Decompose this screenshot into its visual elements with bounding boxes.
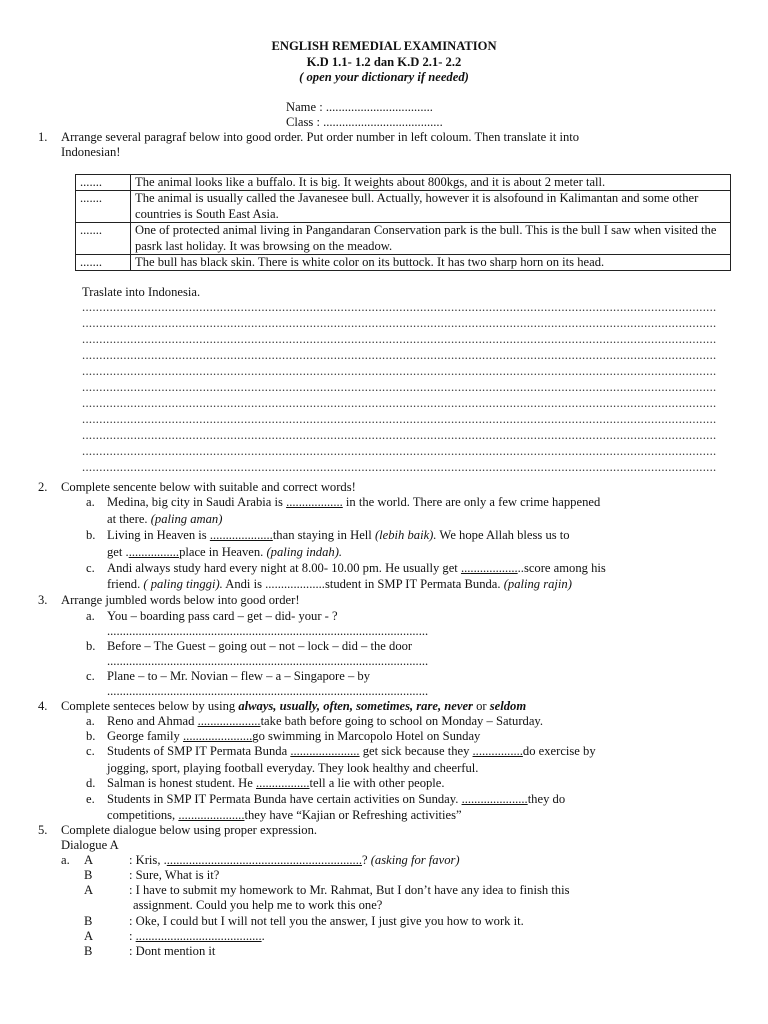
translation-line[interactable]: ........................................................................................................................................................................................ [82,428,717,442]
dictionary-note: ( open your dictionary if needed) [299,70,469,84]
order-number-cell[interactable]: ....... [76,255,131,271]
hint-text: (asking for favor) [370,853,460,867]
translation-line[interactable]: ........................................................................................................................................................................................ [82,300,717,314]
paragraph-order-table [75,174,731,271]
paragraph-cell: The animal is usually called the Javanesee bull. Actually, however it is alsofound in Kalimantan and some other countries is South East Asia. [131,191,731,223]
translation-line[interactable]: ........................................................................................................................................................................................ [82,364,717,378]
paragraph-cell: The animal looks like a buffalo. It is big. It weights about 800kgs, and it is about 2 meter tall. [131,175,731,191]
q3c-answer-line[interactable]: ...................................................................................................... [107,684,429,698]
hint-text: (lebih baik). [374,528,437,542]
q4a-line: Reno and Ahmad ....................take bath before going to school on Monday – Saturday. [107,714,544,728]
q2c-letter: c. [86,561,95,575]
translation-line[interactable]: ........................................................................................................................................................................................ [82,412,717,426]
dialogue-line: : ......................................... [129,929,265,943]
dialogue-line: : I have to submit my homework to Mr. Rahmat, But I don’t have any idea to finish this [129,883,570,897]
dialogue-line: : Kris, ...............................................................? (asking for favor) [129,853,460,867]
hint-text: (paling aman) [150,512,223,526]
dialogue-line-continued: assignment. Could you help me to work this one? [133,898,383,912]
answer-blank[interactable]: .............................................................. [166,853,362,867]
q3b-words: Before – The Guest – going out – not – lock – did – the door [107,639,413,653]
paragraph-cell: One of protected animal living in Pangandaran Conservation park is the bull. This is the bull I saw when visited the pasrk last holiday. It was browsing on the meadow. [131,223,731,255]
q2b-line1: Living in Heaven is ....................than staying in Hell (lebih baik). We hope Allah bless us to [107,528,570,542]
table-row [76,175,731,191]
q4e-line1: Students in SMP IT Permata Bunda have certain activities on Sunday. .....................they do [107,792,566,806]
q3a-letter: a. [86,609,95,623]
translation-line[interactable]: ........................................................................................................................................................................................ [82,332,717,346]
speaker-label: B [84,868,93,882]
q2a-line1: Medina, big city in Saudi Arabia is .................. in the world. There are only a few crime happened [107,495,601,509]
q4a-letter: a. [86,714,95,728]
name-field[interactable]: Name : .................................. [286,100,433,114]
adverb-list: always, usually, often, sometimes, rare, never [238,699,473,713]
q3c-words: Plane – to – Mr. Novian – flew – a – Singapore – by [107,669,371,683]
hint-text: (paling indah). [266,545,343,559]
answer-blank[interactable]: .................. [286,495,343,509]
dialogue-letter: a. [61,853,70,867]
answer-blank[interactable]: .................... [197,714,261,728]
speaker-label: A [84,883,94,897]
speaker-label: B [84,944,93,958]
q4-instruction: Complete senteces below by using always, usually, often, sometimes, rare, never or seldom [61,699,527,713]
q4b-line: George family ......................go swimming in Marcopolo Hotel on Sunday [107,729,481,743]
exam-title: ENGLISH REMEDIAL EXAMINATION [271,39,497,53]
answer-blank[interactable]: .................... [209,528,273,542]
q3c-letter: c. [86,669,95,683]
q3a-answer-line[interactable]: ...................................................................................................... [107,624,429,638]
kd-subtitle: K.D 1.1- 1.2 dan K.D 2.1- 2.2 [306,55,462,69]
order-number-cell[interactable]: ....... [76,175,131,191]
q2c-line2: friend. ( paling tinggi). Andi is ...................student in SMP IT Permata Bunda. (paling rajin) [107,577,572,591]
dialogue-line: : Oke, I could but I will not tell you the answer, I just give you how to work it. [129,914,524,928]
dialogue-line: : Dont mention it [129,944,216,958]
speaker-label: A [84,929,94,943]
table-row [76,255,731,271]
translate-label: Traslate into Indonesia. [82,285,201,299]
class-field[interactable]: Class : ...................................... [286,115,443,129]
q2b-line2: get .................place in Heaven. (paling indah). [107,545,343,559]
hint-text: ( paling tinggi). [143,577,223,591]
q1-instruction-line1: Arrange several paragraf below into good order. Put order number in left coloum. Then translate it into [61,130,580,144]
q4e-letter: e. [86,792,95,806]
speaker-label: B [84,914,93,928]
q4c-line2: jogging, sport, playing football everyday. They look healthy and cheerful. [107,761,479,775]
q2b-letter: b. [86,528,96,542]
q2c-line1: Andi always study hard every night at 8.00- 10.00 pm. He usually get ....................score among his [107,561,606,575]
q5-number: 5. [38,823,48,837]
q2a-line2: at there. (paling aman) [107,512,223,526]
q1-instruction-line2: Indonesian! [61,145,121,159]
dialogue-title: Dialogue A [61,838,119,852]
q4-number: 4. [38,699,48,713]
hint-text: (paling rajin) [503,577,572,591]
q5-instruction: Complete dialogue below using proper expression. [61,823,318,837]
q3-instruction: Arrange jumbled words below into good order! [61,593,300,607]
answer-blank[interactable]: ................ [472,744,523,758]
q4b-letter: b. [86,729,96,743]
translation-line[interactable]: ........................................................................................................................................................................................ [82,460,717,474]
q4d-letter: d. [86,776,96,790]
q2-number: 2. [38,480,48,494]
translation-line[interactable]: ........................................................................................................................................................................................ [82,380,717,394]
speaker-label: A [84,853,94,867]
answer-blank[interactable]: ..................... [461,792,528,806]
answer-blank[interactable]: .................. [460,561,518,575]
answer-blank[interactable]: ................. [256,776,310,790]
translation-line[interactable]: ........................................................................................................................................................................................ [82,444,717,458]
q4c-line1: Students of SMP IT Permata Bunda ...................... get sick because they ................do exercise by [107,744,596,758]
q2a-letter: a. [86,495,95,509]
q4d-line: Salman is honest student. He .................tell a lie with other people. [107,776,445,790]
translation-line[interactable]: ........................................................................................................................................................................................ [82,348,717,362]
table-row [76,223,731,255]
translation-line[interactable]: ........................................................................................................................................................................................ [82,396,717,410]
translation-line[interactable]: ........................................................................................................................................................................................ [82,316,717,330]
answer-blank[interactable]: ...................... [183,729,253,743]
answer-blank[interactable]: ..................... [178,808,245,822]
table-row [76,191,731,223]
q3b-answer-line[interactable]: ...................................................................................................... [107,654,429,668]
q3b-letter: b. [86,639,96,653]
dialogue-line: : Sure, What is it? [129,868,220,882]
q3-number: 3. [38,593,48,607]
order-number-cell[interactable]: ....... [76,223,131,255]
q2-instruction: Complete sencente below with suitable and correct words! [61,480,356,494]
q4c-letter: c. [86,744,95,758]
q4e-line2: competitions, .....................they have “Kajian or Refreshing activities” [107,808,462,822]
order-number-cell[interactable]: ....... [76,191,131,223]
answer-blank[interactable]: ...................... [290,744,360,758]
answer-blank[interactable]: ........................................ [135,929,262,943]
q3a-words: You – boarding pass card – get – did- your - ? [107,609,338,623]
paragraph-cell: The bull has black skin. There is white color on its buttock. It has two sharp horn on its head. [131,255,731,271]
answer-blank[interactable]: ................ [128,545,180,559]
q1-number: 1. [38,130,48,144]
